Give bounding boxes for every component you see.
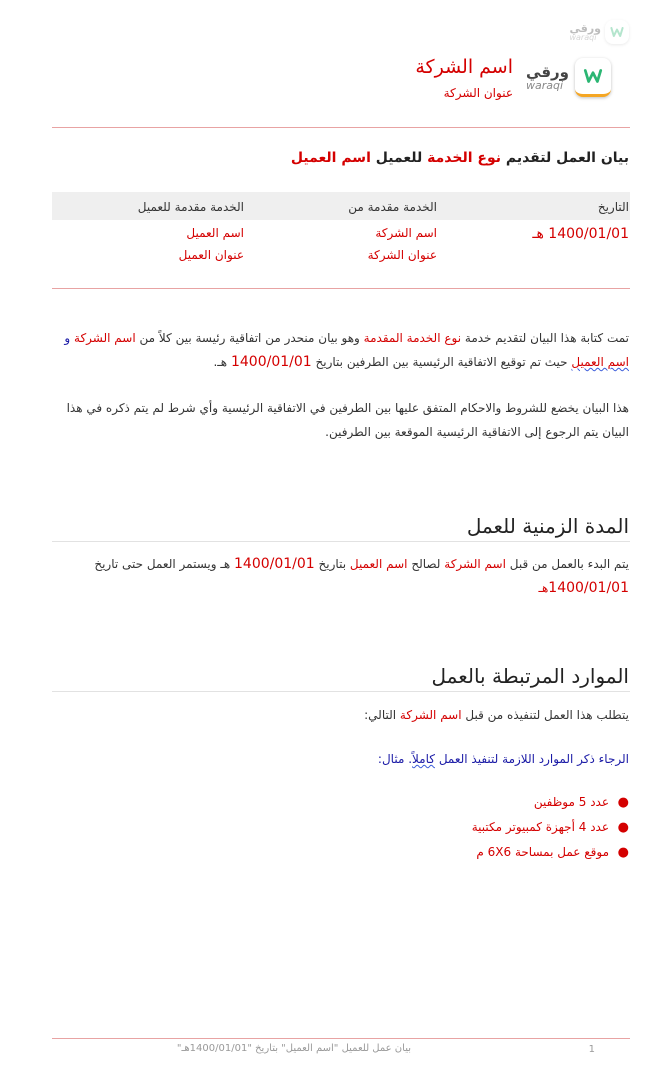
duration-paragraph: يتم البدء بالعمل من قبل اسم الشركة لصالح اسم العميل بتاريخ 1400/01/01 هـ ويستمر العمل حتى تاريخ 1400/01/01هـ bbox=[94, 556, 629, 596]
logo-english-text: waraqi bbox=[569, 32, 597, 42]
title-client-name: اسم العميل bbox=[290, 150, 371, 166]
resources-intro: يتطلب هذا العمل لتنفيذه من قبل اسم الشركة التالي: bbox=[364, 708, 629, 722]
company-address: عنوان الشركة bbox=[443, 86, 513, 100]
table-client-address: عنوان العميل bbox=[178, 248, 244, 262]
intro-paragraph-1: تمت كتابة هذا البيان لتقديم خدمة نوع الخدمة المقدمة وهو بيان منحدر من اتفاقية رئيسة بين كلاً من اسم الشركة و اسم العميل حيث تم توقيع الاتفاقية الرئيسية بين الطرفين بتاريخ 1400/01/01 هـ. bbox=[64, 331, 629, 370]
th-date: التاريخ bbox=[597, 200, 629, 214]
brand-logo bbox=[526, 58, 611, 97]
table-client-name: اسم العميل bbox=[186, 226, 244, 240]
page-number: 1 bbox=[588, 1044, 595, 1055]
th-provider: الخدمة مقدمة من bbox=[348, 200, 437, 214]
logo-arabic-text: ورقي bbox=[526, 62, 569, 81]
logo-english-text: waraqi bbox=[526, 78, 564, 92]
table-divider bbox=[52, 288, 630, 289]
resources-note: الرجاء ذكر الموارد اللازمة لتنفيذ العمل كاملاً. مثال: bbox=[377, 752, 629, 766]
list-item: ● عدد 5 موظفين bbox=[472, 790, 609, 815]
bullet-icon: ● bbox=[617, 795, 629, 810]
brand-logo-small bbox=[569, 20, 629, 44]
resources-list bbox=[472, 790, 629, 865]
bullet-icon: ● bbox=[617, 820, 629, 835]
resources-divider bbox=[52, 691, 630, 692]
section-heading-duration: المدة الزمنية للعمل bbox=[466, 514, 629, 538]
table-provider-address: عنوان الشركة bbox=[367, 248, 437, 262]
title-service-type: نوع الخدمة bbox=[427, 150, 501, 166]
intro-paragraph-2: هذا البيان يخضع للشروط والاحكام المتفق عليها بين الطرفين في الاتفاقية الرئيسية وأي شرط لم يتم ذكره في هذا البيان يتم الرجوع إلى الاتفاقية الرئيسية الموقعة بين الطرفين. bbox=[66, 401, 629, 439]
table-date: 1400/01/01 هـ bbox=[532, 226, 629, 242]
list-item: ● موقع عمل بمساحة 6X6 م bbox=[472, 840, 609, 865]
duration-divider bbox=[52, 541, 630, 542]
footer-divider bbox=[52, 1038, 630, 1039]
waraqi-logo-icon bbox=[575, 58, 611, 97]
bullet-icon: ● bbox=[617, 845, 629, 860]
section-heading-resources: الموارد المرتبطة بالعمل bbox=[431, 664, 629, 688]
waraqi-logo-icon bbox=[605, 20, 629, 44]
list-item: ● عدد 4 أجهزة كمبيوتر مكتبية bbox=[472, 815, 609, 840]
table-provider-name: اسم الشركة bbox=[375, 226, 437, 240]
header-divider bbox=[52, 127, 630, 128]
th-client: الخدمة مقدمة للعميل bbox=[137, 200, 244, 214]
footer-text: بيان عمل للعميل "اسم العميل" بتاريخ "1400/01/01هـ" bbox=[176, 1043, 411, 1054]
document-title: بيان العمل لتقديم نوع الخدمة للعميل اسم العميل bbox=[290, 150, 629, 166]
company-name: اسم الشركة bbox=[415, 56, 513, 78]
logo-arabic-text: ورقي bbox=[569, 21, 601, 35]
